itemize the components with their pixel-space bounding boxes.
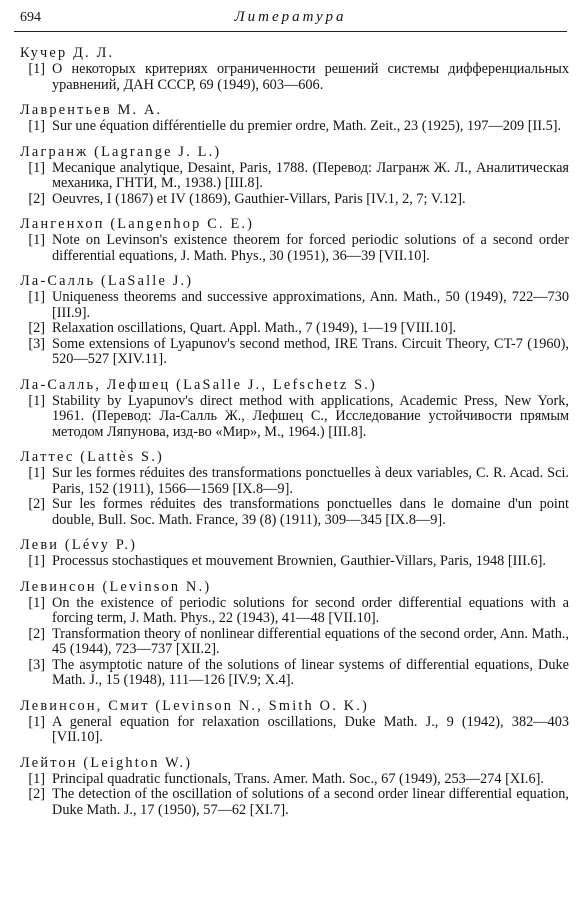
page-header — [14, 8, 567, 30]
reference-text: Processus stochastiques et mouvement Brownien, Gauthier-Villars, Paris, 1948 [III.6]. — [52, 553, 546, 569]
reference-text: Uniqueness theorems and successive approximations, Ann. Math., 50 (1949), 722—730 [III.9]. — [52, 289, 569, 321]
reference-item — [20, 772, 569, 788]
reference-text: Sur une équation différentielle du premier ordre, Math. Zeit., 23 (1925), 197—209 [II.5]. — [52, 118, 562, 134]
reference-item — [20, 627, 569, 658]
entry-author: Лейтон (Leighton W.) — [20, 754, 193, 771]
reference-number: [1] — [28, 289, 45, 305]
reference-item — [20, 119, 569, 135]
reference-item — [20, 658, 569, 689]
reference-item — [20, 596, 569, 627]
entry-author: Лангенхоп (Langenhop C. E.) — [20, 216, 255, 232]
bibliography-list — [20, 45, 569, 827]
reference-text: A general equation for relaxation oscillations, Duke Math. J., 9 (1942), 382—403 [VII.10]. — [52, 713, 569, 745]
reference-text: Note on Levinson's existence theorem for forced periodic solutions of a second order differential equations, J. Math. Phys., 30 (1951), 36—39 [VII.10]. — [52, 232, 569, 264]
reference-number: [2] — [28, 496, 45, 512]
reference-text: On the existence of periodic solutions for second order differential equations with a forcing term, J. Math. Phys., 22 (1943), 41—48 [VII.10]. — [52, 594, 569, 626]
reference-item — [20, 192, 569, 208]
entry-author: Леви (Lévy P.) — [20, 537, 138, 553]
reference-item — [20, 62, 569, 93]
reference-text: Some extensions of Lyapunov's second method, IRE Trans. Circuit Theory, CT-7 (1960), 520—527 [XIV.11]. — [52, 335, 569, 367]
reference-item — [20, 787, 569, 818]
reference-item — [20, 466, 569, 497]
reference-number: [2] — [28, 190, 45, 207]
reference-text: О некоторых критериях ограниченности решений системы дифференциальных уравнений, ДАН СССР, 69 (1949), 603—606. — [52, 61, 569, 93]
entry-author: Ла-Салль, Лефшец (LaSalle J., Lefschetz S.) — [20, 376, 378, 393]
reference-text: Stability by Lyapunov's direct method with applications, Academic Press, New York, 1961. (Перевод: Ла-Салль Ж., Лефшец С., Исследование устойчивости прямым методом Ляпунова, изд-во «Мир», М., 1964.) [III.8]. — [52, 392, 569, 440]
bibliography-entry — [20, 144, 569, 208]
bibliography-entry — [20, 216, 569, 264]
bibliography-entry — [20, 537, 569, 570]
reference-number: [2] — [28, 320, 45, 336]
reference-text: Relaxation oscillations, Quart. Appl. Math., 7 (1949), 1—19 [VIII.10]. — [52, 320, 457, 336]
reference-number: [1] — [28, 770, 45, 787]
reference-number: [1] — [28, 594, 45, 611]
reference-item — [20, 337, 569, 368]
entry-author: Ла-Салль (LaSalle J.) — [20, 273, 194, 289]
bibliography-entry — [20, 45, 569, 93]
reference-text: Sur les formes réduites des transformations ponctuelles à deux variables, C. R. Acad. Sci. Paris, 152 (1911), 1566—1569 [IX.8—9]. — [52, 465, 569, 497]
bibliography-entry — [20, 755, 569, 819]
reference-item — [20, 394, 569, 441]
page-number: 694 — [20, 10, 41, 25]
reference-number: [1] — [28, 118, 45, 134]
reference-item — [20, 233, 569, 264]
bibliography-entry — [20, 698, 569, 746]
reference-text: Sur les formes réduites des transformations ponctuelles dans le domaine d'un point double, Bull. Soc. Math. France, 39 (8) (1911), 309—345 [IX.8—9]. — [52, 496, 569, 528]
entry-author: Левинсон, Смит (Levinson N., Smith O. K.) — [20, 697, 370, 714]
bibliography-entry — [20, 102, 569, 135]
bibliography-entry — [20, 449, 569, 528]
reference-text: Principal quadratic functionals, Trans. Amer. Math. Soc., 67 (1949), 253—274 [XI.6]. — [52, 770, 544, 787]
bibliography-entry — [20, 377, 569, 441]
entry-author: Лаврентьев М. А. — [20, 102, 163, 118]
reference-text: The detection of the oscillation of solutions of a second order linear differential equation, Duke Math. J., 17 (1950), 57—62 [XI.7]. — [52, 786, 569, 818]
reference-text: Transformation theory of nonlinear differential equations of the second order, Ann. Math., 45 (1944), 723—737 [XII.2]. — [52, 625, 569, 657]
reference-item — [20, 715, 569, 746]
reference-item — [20, 554, 569, 570]
reference-text: Oeuvres, I (1867) et IV (1869), Gauthier-Villars, Paris [IV.1, 2, 7; V.12]. — [52, 190, 466, 207]
reference-number: [1] — [28, 232, 45, 248]
entry-author: Латтес (Lattès S.) — [20, 449, 164, 465]
running-head: Литература — [234, 9, 347, 25]
reference-number: [1] — [28, 553, 45, 569]
bibliography-entry — [20, 273, 569, 368]
reference-item — [20, 497, 569, 528]
reference-item — [20, 290, 569, 321]
reference-number: [3] — [28, 335, 45, 352]
reference-number: [2] — [28, 786, 45, 802]
reference-number: [3] — [28, 656, 45, 673]
reference-text: The asymptotic nature of the solutions of linear systems of differential equations, Duke Math. J., 15 (1948), 111—126 [IV.9; X.4]. — [52, 656, 569, 688]
reference-number: [1] — [28, 61, 45, 77]
entry-author: Левинсон (Levinson N.) — [20, 578, 212, 595]
reference-number: [1] — [28, 713, 45, 730]
reference-number: [1] — [28, 465, 45, 481]
reference-number: [1] — [28, 392, 45, 409]
entry-author: Лагранж (Lagrange J. L.) — [20, 143, 222, 160]
entry-author: Кучер Д. Л. — [20, 45, 115, 61]
header-rule — [14, 31, 567, 32]
reference-text: Mecanique analytique, Desaint, Paris, 1788. (Перевод: Лагранж Ж. Л., Аналитическая механика, ГНТИ, М., 1938.) [III.8]. — [52, 159, 569, 191]
reference-item — [20, 161, 569, 192]
reference-number: [2] — [28, 625, 45, 642]
bibliography-entry — [20, 579, 569, 689]
reference-number: [1] — [28, 159, 45, 176]
reference-item — [20, 321, 569, 337]
